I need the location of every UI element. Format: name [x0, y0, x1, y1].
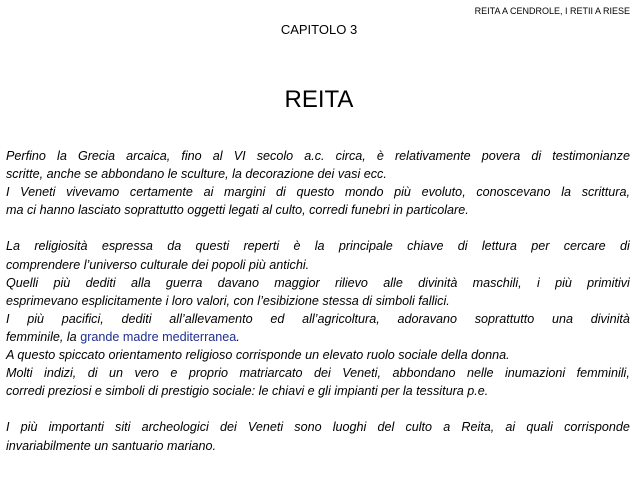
word: per	[531, 239, 550, 254]
word: davano	[217, 275, 259, 290]
word: VI	[233, 149, 246, 163]
word: reperti	[243, 239, 280, 254]
word: ai	[505, 420, 516, 435]
word: scrittura,	[581, 185, 630, 200]
text-line	[6, 418, 630, 436]
word: culto	[405, 420, 433, 435]
word: all’allevamento	[169, 311, 253, 326]
word: Veneti	[247, 420, 284, 435]
word: femminili,	[576, 366, 630, 381]
text-line: corredi preziosi e simboli di prestigio sociale: le chiavi e gli impianti per la tessitura p.e.	[6, 384, 489, 399]
word: abbondano	[392, 366, 456, 381]
word: Veneti	[20, 185, 56, 200]
word: maschili,	[472, 275, 522, 290]
word: dediti	[85, 275, 116, 290]
word: più	[20, 420, 38, 435]
text-line: invariabilmente un santuario mariano.	[6, 438, 217, 453]
word: margini	[224, 185, 266, 200]
word: Veneti,	[342, 366, 381, 381]
word: mondo	[344, 185, 384, 200]
word: inumazioni	[505, 366, 566, 381]
body-text	[6, 147, 630, 455]
word: dediti	[121, 311, 152, 326]
word: vivevamo	[66, 185, 120, 200]
word: maggior	[274, 275, 320, 290]
paragraph-gap	[6, 400, 630, 418]
word: primitivi	[587, 275, 630, 290]
word: di	[619, 239, 630, 254]
word: divinità	[590, 311, 630, 326]
text-line: A questo spiccato orientamento religioso corrisponde un elevato ruolo sociale della donna.	[6, 348, 510, 363]
text-segment: .	[236, 329, 240, 344]
word: rilievo	[335, 275, 368, 290]
text-line	[6, 310, 630, 328]
word: alla	[131, 275, 151, 290]
word: principale	[338, 239, 393, 254]
word: al	[212, 149, 223, 163]
word: relativamente	[394, 149, 471, 163]
word: quali	[526, 420, 553, 435]
word: all’agricoltura,	[302, 311, 380, 326]
word: siti	[115, 420, 131, 435]
word: conoscevano	[476, 185, 551, 200]
word: ed	[270, 311, 285, 326]
word: di	[87, 366, 98, 381]
word: questo	[296, 185, 335, 200]
page-title: REITA	[284, 86, 354, 113]
word: corrisponde	[564, 420, 630, 435]
text-line: scritte, anche se abbondano le sculture, la decorazione dei vasi ecc.	[6, 167, 387, 182]
paragraph-gap	[6, 219, 630, 237]
word: più	[27, 311, 45, 326]
word: luoghi	[332, 420, 367, 435]
word: nelle	[466, 366, 494, 381]
word: a.c.	[304, 149, 325, 163]
word: Perfino	[6, 149, 46, 163]
word: chiave	[407, 239, 444, 254]
word: importanti	[48, 420, 104, 435]
word: dei	[313, 366, 331, 381]
word: più	[394, 185, 411, 200]
word: una	[551, 311, 573, 326]
word: Reita,	[461, 420, 495, 435]
word: dei	[219, 420, 237, 435]
word: Grecia	[77, 149, 116, 163]
word: cercare	[563, 239, 606, 254]
word: da	[167, 239, 182, 254]
text-line: comprendere l’universo culturale dei popoli più antichi.	[6, 257, 310, 272]
word: i	[536, 275, 540, 290]
word: archeologici	[141, 420, 209, 435]
word: secolo	[256, 149, 294, 163]
word: proprio	[188, 366, 229, 381]
word: a	[443, 420, 451, 435]
word: testimonianze	[552, 149, 630, 163]
word: matriarcato	[239, 366, 303, 381]
word: vero	[134, 366, 159, 381]
word: arcaica,	[126, 149, 171, 163]
text-line	[6, 183, 630, 201]
word: fino	[181, 149, 202, 163]
word: la	[57, 149, 67, 163]
word: la	[314, 239, 325, 254]
text-line	[6, 328, 630, 346]
word: del	[377, 420, 395, 435]
word: indizi,	[44, 366, 77, 381]
text-segment: femminile, la	[6, 329, 81, 344]
word: Molti	[6, 366, 33, 381]
word: la	[561, 185, 572, 200]
word: è	[293, 239, 301, 254]
chapter-heading: CAPITOLO 3	[280, 22, 358, 37]
word: I	[6, 311, 10, 326]
word: povera	[481, 149, 521, 163]
word: I	[6, 185, 10, 200]
word: circa,	[335, 149, 366, 163]
word: guerra	[165, 275, 203, 290]
word: evoluto,	[421, 185, 466, 200]
word: più	[53, 275, 71, 290]
word: adoravano	[397, 311, 458, 326]
running-header: REITA A CENDROLE, I RETII A RIESE	[474, 6, 630, 16]
text-line: ma ci hanno lasciato soprattutto oggetti legati al culto, corredi funebri in particolare.	[6, 203, 469, 218]
word: sono	[294, 420, 322, 435]
word: un	[108, 366, 123, 381]
word: espressa	[101, 239, 153, 254]
text-line	[6, 274, 630, 292]
text-line	[6, 237, 630, 255]
word: pacifici,	[61, 311, 104, 326]
word: è	[376, 149, 384, 163]
word: certamente	[129, 185, 193, 200]
highlighted-term: grande madre mediterranea	[80, 329, 237, 344]
word: alle	[383, 275, 403, 290]
text-line: esprimevano esplicitamente i loro valori, con l’esibizione stessa di simboli fallici.	[6, 293, 450, 308]
word: I	[6, 420, 10, 435]
word: più	[555, 275, 572, 290]
word: Quelli	[6, 275, 39, 290]
word: di	[276, 185, 286, 200]
word: divinità	[418, 275, 458, 290]
word: questi	[195, 239, 230, 254]
word: lettura	[481, 239, 517, 254]
text-line	[6, 364, 630, 382]
word: La	[6, 239, 21, 254]
word: religiosità	[34, 239, 88, 254]
word: ai	[203, 185, 214, 200]
word: di	[531, 149, 542, 163]
word: e	[170, 366, 178, 381]
text-line	[6, 147, 630, 165]
word: di	[457, 239, 468, 254]
word: soprattutto	[474, 311, 535, 326]
